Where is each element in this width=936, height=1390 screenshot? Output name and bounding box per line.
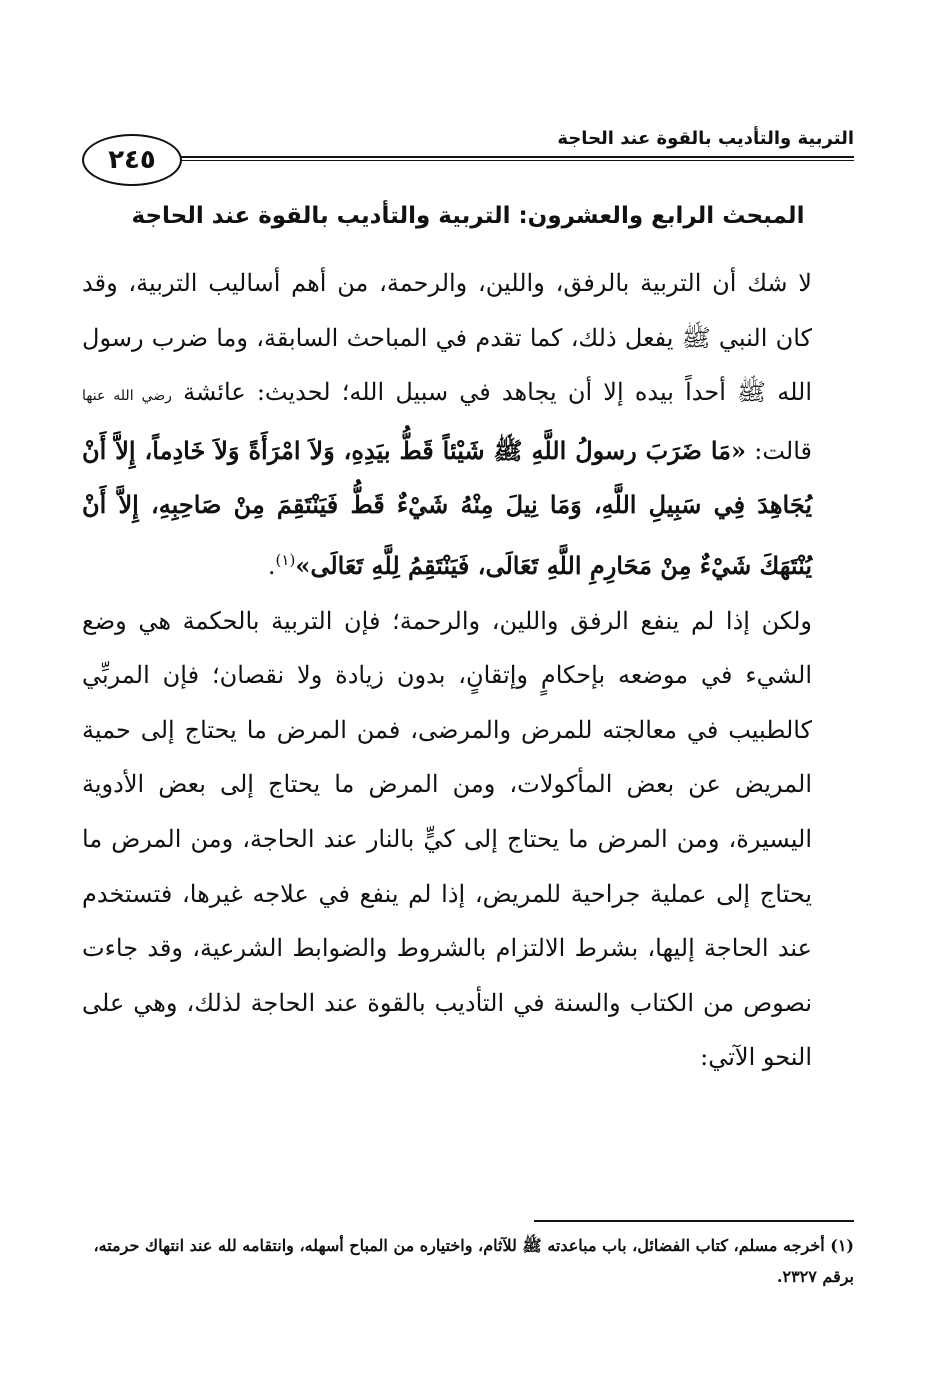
hadith-quote: «مَا ضَرَبَ رسولُ اللَّهِ ﷺ شَيْئاً قَطُّ بيَدِهِ، وَلاَ امْرَأَةً وَلاَ خَادِماً، إِلاَّ أَنْ يُجَاهِدَ فِي سَبِيلِ اللَّهِ، وَمَا نِيلَ مِنْهُ شَيْءٌ قَطُّ فَيَنْتَقِمَ مِنْ صَاحِبِهِ، إِلاَّ أَنْ يُنْتَهَكَ شَيْءٌ مِنْ مَحَارِمِ اللَّهِ تَعَالَى، فَيَنْتَقِمُ لِلَّهِ تَعَالَى»	[82, 435, 812, 580]
honorific: رضي الله عنها	[82, 388, 172, 405]
paragraph-1	[82, 256, 854, 594]
paragraph-1-end: .	[267, 551, 276, 580]
paragraph-2: ولكن إذا لم ينفع الرفق واللين، والرحمة؛ فإن التربية بالحكمة هي وضع الشيء في موضعه بإحكامٍ وإتقانٍ، بدون زيادة ولا نقصان؛ فإن المربِّي كالطبيب في معالجته للمرض والمرضى، فمن المرض ما يحتاج إلى حمية المريض عن بعض المأكولات، ومن المرض ما يحتاج إلى بعض الأدوية اليسيرة، ومن المرض ما يحتاج إلى كيٍّ بالنار عند الحاجة، ومن المرض ما يحتاج إلى عملية جراحية للمريض، إذا لم ينفع في علاجه غيرها، فتستخدم عند الحاجة إليها، بشرط الالتزام بالشروط والضوابط الشرعية، وقد جاءت نصوص من الكتاب والسنة في التأديب بالقوة عند الحاجة لذلك، وهي على النحو الآتي:	[82, 606, 812, 1072]
running-title: التربية والتأديب بالقوة عند الحاجة	[557, 128, 854, 149]
footnote-1: (١) أخرجه مسلم، كتاب الفضائل، باب مباعدته ﷺ للآثام، واختياره من المباح أسهله، وانتقامه لله عند انتهاك حرمته، برقم ٢٣٢٧.	[93, 1236, 854, 1286]
said-label: قالت:	[754, 436, 812, 465]
header-rule	[160, 156, 854, 158]
header-rule-thin	[160, 160, 854, 161]
page-number: ٢٤٥	[82, 134, 182, 186]
section-heading: المبحث الرابع والعشرون: التربية والتأديب بالقوة عند الحاجة	[131, 203, 805, 229]
footnote-rule	[534, 1220, 854, 1222]
body-text	[82, 256, 854, 1085]
footnote-reference: (١)	[275, 550, 296, 569]
paragraph-1-text: لا شك أن التربية بالرفق، واللين، والرحمة، من أهم أساليب التربية، وقد كان النبي ﷺ يفعل ذلك، كما تقدم في المباحث السابقة، وما ضرب رسول الله ﷺ أحداً بيده إلا أن يجاهد في سبيل الله؛ لحديث: عائشة	[82, 269, 812, 407]
